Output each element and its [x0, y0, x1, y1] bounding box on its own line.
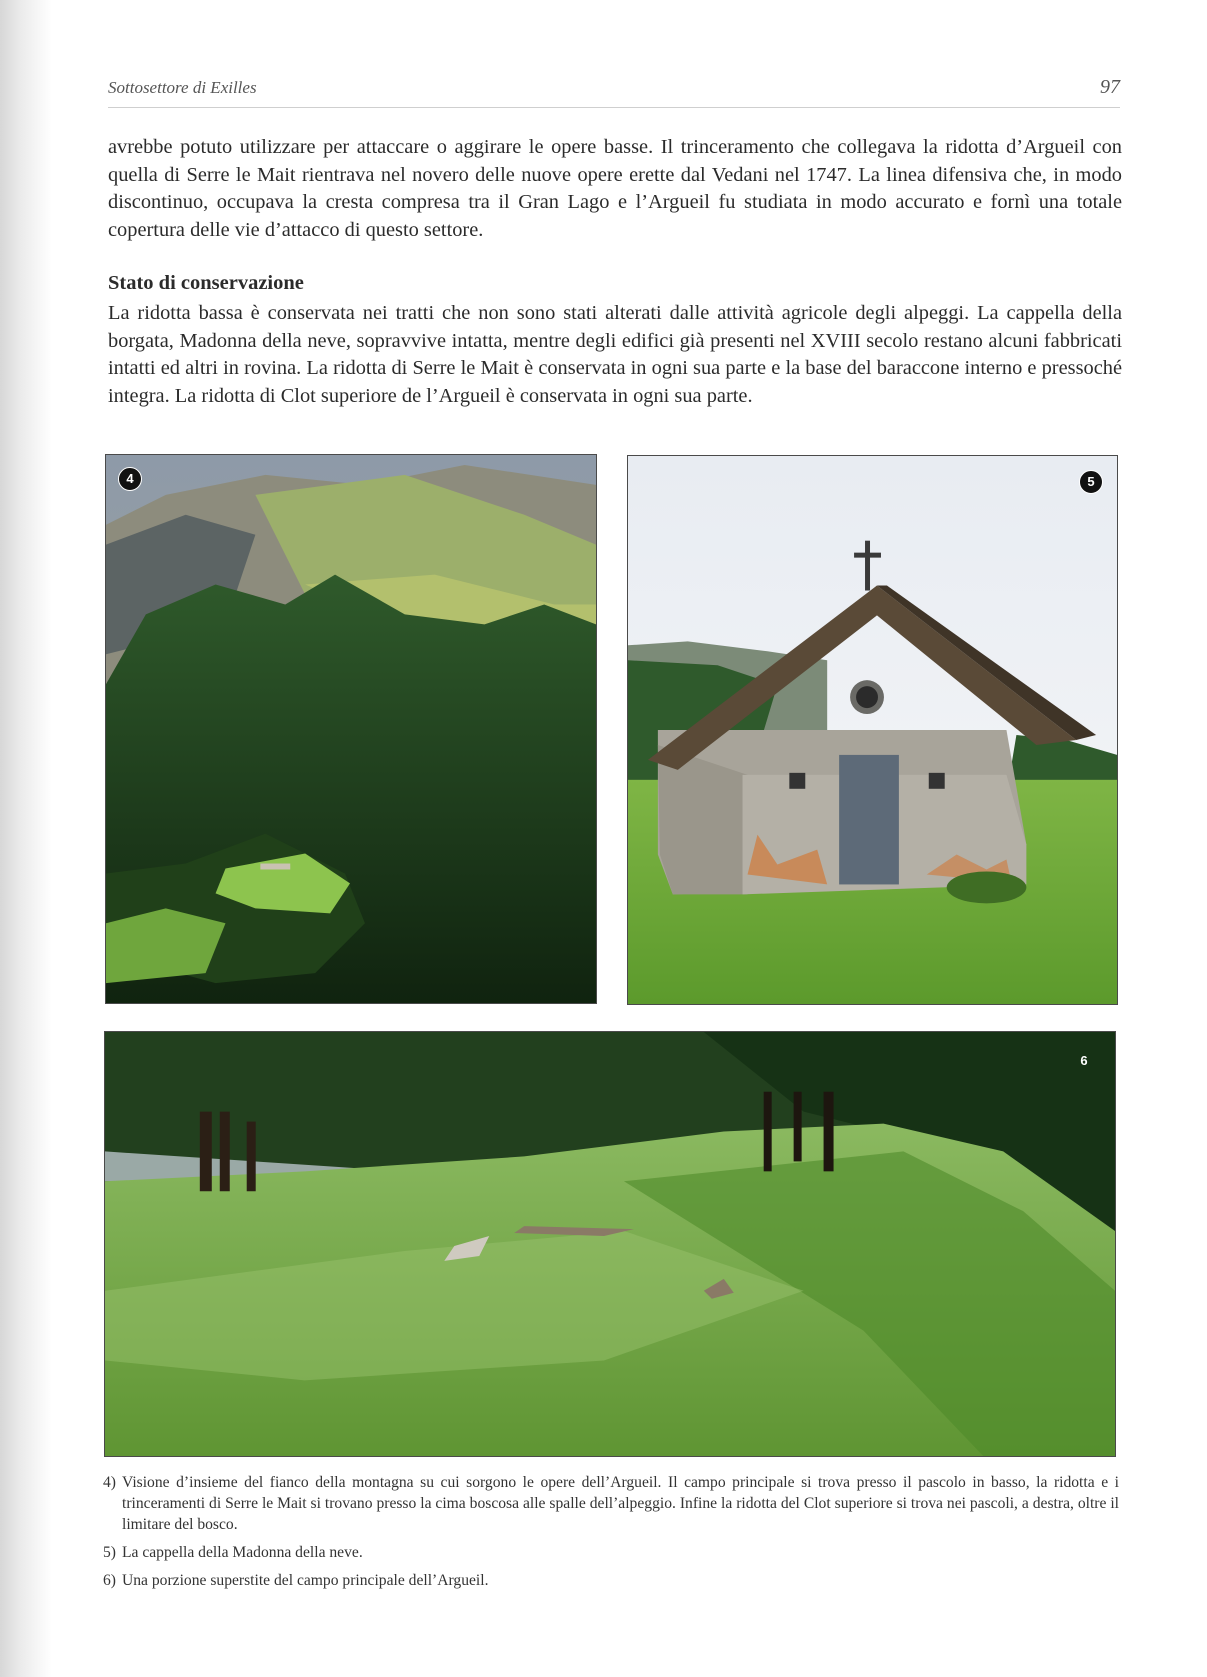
photo-chapel: [627, 455, 1118, 1005]
caption-4: [103, 1472, 1119, 1535]
running-head: [108, 78, 1120, 98]
body-paragraph-2: La ridotta bassa è conservata nei tratti che non sono stati alterati dalle attività agricole degli alpeggi. La cappella della borgata, Madonna della neve, sopravvive intatta, mentre degli edifici già presenti nel XVIII secolo restano alcuni fabbricati intatti ed altri in rovina. La ridotta di Serre le Mait è conservata in ogni sua parte e la base del baraccone interno e pressoché integra. La ridotta di Clot superiore de l’Argueil è conservata in ogni sua parte.: [108, 302, 1122, 407]
photo-label-4: 4: [118, 467, 142, 491]
photo-label-5: 5: [1079, 470, 1103, 494]
photo-captions: [103, 1472, 1119, 1598]
section-heading: Stato di conservazione: [108, 272, 304, 294]
caption-number: 5): [103, 1544, 116, 1561]
running-title: Sottosettore di Exilles: [108, 78, 257, 97]
header-rule: [108, 107, 1120, 108]
caption-5: [103, 1542, 1119, 1563]
caption-number: 4): [103, 1474, 116, 1491]
photo-label-6: 6: [1080, 1053, 1088, 1068]
chapel-image: [628, 456, 1117, 1004]
page-number: 97: [1100, 76, 1120, 98]
caption-6: [103, 1570, 1119, 1591]
photo-mountain-slope: [105, 454, 597, 1004]
body-paragraph-1: avrebbe potuto utilizzare per attaccare o aggirare le opere basse. Il trinceramento che collegava la ridotta d’Argueil con quella di Serre le Mait rientrava nel novero delle nuove opere erette dal Vedani nel 1747. La linea difensiva che, in modo discontinuo, occupava la cresta compresa tra il Gran Lago e l’Argueil fu studiata in modo accurato e fornì una totale copertura delle vie d’attacco di questo settore.: [108, 136, 1122, 241]
mountain-slope-image: [106, 455, 596, 1003]
caption-number: 6): [103, 1572, 116, 1589]
meadow-image: [105, 1032, 1115, 1456]
caption-text: Una porzione superstite del campo principale dell’Argueil.: [122, 1572, 489, 1589]
caption-text: La cappella della Madonna della neve.: [122, 1544, 363, 1561]
caption-text: Visione d’insieme del fianco della montagna su cui sorgono le opere dell’Argueil. Il campo principale si trova presso il pascolo in basso, la ridotta e i trinceramenti di Serre le Mait si trovano presso la cima boscosa alle spalle dell’alpeggio. Infine la ridotta del Clot superiore si trova nei pascoli, a destra, oltre il limitare del bosco.: [122, 1474, 1119, 1533]
photo-meadow: [104, 1031, 1116, 1457]
